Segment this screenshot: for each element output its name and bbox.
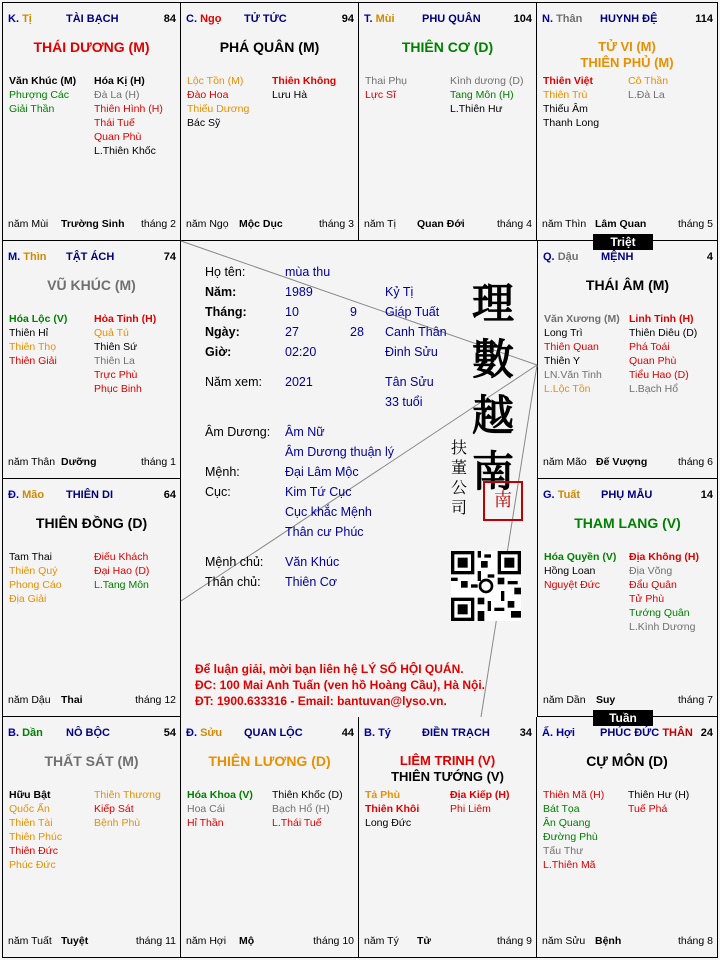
main-star: VŨ KHÚC (M) — [47, 277, 136, 293]
contact-line-2: ĐC: 100 Mai Anh Tuấn (ven hồ Hoàng Cầu), Hà Nội. — [195, 678, 486, 692]
minor-star: Văn Xương (M) — [544, 313, 620, 325]
month-label: Tháng: — [205, 305, 247, 319]
palace-month: tháng 1 — [140, 456, 176, 468]
minor-star: Thiếu Dương — [187, 103, 250, 115]
minor-star: Thiên Trù — [543, 89, 588, 101]
minor-star: Bệnh Phù — [94, 817, 141, 829]
palace-year: năm Sửu — [542, 935, 586, 947]
minor-star: Đại Hao (D) — [94, 565, 150, 577]
palace-stage: Bệnh — [595, 935, 622, 947]
minor-star: Thiên Sứ — [94, 341, 138, 353]
minor-star: Thiên Phúc — [9, 831, 63, 843]
palace-number: 84 — [163, 13, 176, 25]
palace-name: PHÚC ĐỨC THÂN — [600, 727, 693, 739]
palace-year: năm Mão — [543, 456, 587, 468]
palace-year: năm Tý — [364, 935, 399, 947]
palace-name: MỆNH — [601, 251, 634, 263]
minor-star: Đào Hoa — [187, 89, 229, 101]
year-can: Kỷ Tị — [385, 285, 414, 299]
palace-name: PHU QUÂN — [422, 13, 481, 25]
palace-month: tháng 12 — [135, 694, 176, 706]
minor-star: LN.Văn Tinh — [544, 369, 602, 381]
minor-star: L.Tang Môn — [94, 579, 149, 591]
palace-can: G. — [543, 489, 555, 501]
name-label: Họ tên: — [205, 265, 246, 279]
minor-star: Thiên Diêu (D) — [629, 327, 698, 339]
palace-stage: Dưỡng — [61, 456, 97, 468]
palace-can: B. — [364, 727, 375, 739]
minor-star: Thiên Thương — [94, 789, 161, 801]
contact-info — [195, 661, 485, 709]
minor-star: Tiểu Hao (D) — [629, 369, 689, 381]
minor-star: Địa Giải — [9, 593, 47, 605]
center-info — [183, 243, 538, 719]
hour-label: Giờ: — [205, 345, 232, 359]
amduong-note: Âm Dương thuận lý — [285, 445, 394, 459]
minor-star: Hỉ Thần — [187, 817, 224, 829]
minor-star: Cô Thần — [628, 75, 669, 87]
palace-number: 54 — [163, 727, 176, 739]
minor-star: Thiên Quý — [9, 565, 58, 577]
cuc-label: Cục: — [205, 485, 231, 499]
minor-star: Quốc Ấn — [9, 803, 50, 815]
palace-stage: Thai — [61, 694, 83, 706]
day-label: Ngày: — [205, 325, 240, 339]
palace-year: năm Thìn — [542, 218, 587, 230]
horoscope-board — [2, 2, 718, 958]
minor-star: Thiên Không — [272, 75, 337, 87]
minor-star: Hóa Khoa (V) — [187, 789, 253, 801]
day-can: Canh Thân — [385, 325, 447, 339]
minor-star: Thiên Hỉ — [9, 327, 49, 339]
day-value: 27 — [285, 325, 299, 339]
palace-chi: Sửu — [200, 727, 223, 739]
minor-star: Bạch Hổ (H) — [272, 803, 330, 815]
minor-star: Quan Phù — [94, 131, 142, 143]
than-chu-label: Thân chủ: — [205, 575, 261, 589]
palace-month: tháng 7 — [677, 694, 713, 706]
minor-star: Hữu Bật — [9, 789, 51, 801]
than-chu-value: Thiên Cơ — [285, 575, 337, 589]
palace-year: năm Thân — [8, 456, 56, 468]
palace-can: Đ. — [8, 489, 19, 501]
than-cu-note: Thân cư Phúc — [285, 525, 364, 539]
palace-year: năm Dậu — [8, 694, 51, 706]
view-year-value: 2021 — [285, 375, 313, 389]
minor-star: Thiên Khốc (D) — [272, 789, 343, 801]
palace-chi: Tý — [378, 727, 391, 739]
palace-month: tháng 2 — [140, 218, 176, 230]
palace-month: tháng 4 — [496, 218, 532, 230]
minor-star: Phá Toái — [629, 341, 670, 353]
main-star: CỰ MÔN (D) — [586, 753, 668, 769]
palace-chi: Tuất — [557, 489, 581, 501]
palace-stage: Tử — [417, 935, 432, 947]
palace-stage: Tuyệt — [61, 935, 89, 947]
minor-star: Long Đức — [365, 817, 412, 829]
cuc-value: Kim Tứ Cục — [285, 485, 352, 499]
palace-number: 34 — [519, 727, 532, 739]
palace-name: TÀI BẠCH — [66, 13, 119, 25]
palace-stage: Quan Đới — [417, 218, 465, 230]
minor-star: Thiên Tài — [9, 817, 53, 829]
main-star: TỬ VI (M) — [598, 39, 656, 54]
main-star: LIÊM TRINH (V) — [399, 753, 496, 768]
minor-star: L.Thiên Mã — [543, 859, 596, 871]
minor-star: Thiên Quan — [544, 341, 599, 353]
main-star: THAM LANG (V) — [574, 515, 681, 531]
minor-star: Thiên Hư (H) — [628, 789, 690, 801]
than-marker: THÂN — [662, 727, 693, 739]
palace-stage: Lâm Quan — [595, 218, 647, 230]
qr-code-icon[interactable] — [451, 551, 521, 621]
hour-can: Đinh Sửu — [385, 345, 438, 359]
palace-year: năm Ngọ — [186, 218, 229, 230]
name-value: mùa thu — [285, 265, 331, 279]
palace-name: THIÊN DI — [66, 489, 114, 501]
minor-star: Địa Không (H) — [629, 551, 699, 563]
minor-star: Bác Sỹ — [187, 117, 221, 129]
palace-chi: Dần — [22, 727, 43, 739]
minor-star: Địa Kiếp (H) — [450, 789, 510, 801]
palace-month: tháng 9 — [496, 935, 532, 947]
minor-star: L.Đà La — [628, 89, 665, 101]
main-star: THIÊN CƠ (D) — [401, 39, 494, 55]
menh-value: Đại Lâm Mộc — [285, 465, 359, 479]
age-value: 33 tuổi — [385, 395, 423, 409]
palace-can: Ấ. — [542, 727, 553, 739]
contact-line-3[interactable]: ĐT: 1900.633316 - Email: bantuvan@lyso.vn. — [195, 694, 447, 708]
year-value: 1989 — [285, 285, 313, 299]
palace-stage: Trường Sinh — [61, 218, 125, 230]
minor-star: L.Bạch Hổ — [629, 383, 679, 395]
minor-star: Ân Quang — [543, 817, 591, 829]
palace-can: Q. — [543, 251, 555, 263]
minor-star: Hóa Lộc (V) — [9, 313, 68, 325]
minor-star: Linh Tinh (H) — [629, 313, 694, 325]
palace-name: QUAN LỘC — [244, 727, 303, 739]
minor-star: Thiên Việt — [543, 75, 593, 87]
minor-star: Tam Thai — [9, 551, 52, 563]
minor-star: Nguyệt Đức — [544, 579, 601, 591]
minor-star: L.Thiên Hư — [450, 103, 503, 115]
minor-star: Tử Phù — [629, 593, 665, 605]
minor-star: Giải Thần — [9, 103, 55, 115]
palace-number: 44 — [341, 727, 354, 739]
palace-can: B. — [8, 727, 19, 739]
palace-month: tháng 10 — [313, 935, 354, 947]
palace-can: C. — [186, 13, 197, 25]
minor-star: Phúc Đức — [9, 859, 56, 871]
minor-star: Thiên Giải — [9, 355, 57, 367]
minor-star: Quả Tú — [94, 327, 129, 339]
view-year-can: Tân Sửu — [385, 375, 434, 389]
minor-star: Lộc Tồn (M) — [187, 75, 244, 87]
minor-star: Thiên Đức — [9, 845, 59, 857]
minor-star: Thiếu Âm — [543, 103, 588, 115]
palace-can: M. — [8, 251, 21, 263]
palace-month: tháng 8 — [677, 935, 713, 947]
palace-chi: Thân — [556, 13, 583, 25]
menh-chu-value: Văn Khúc — [285, 555, 340, 569]
minor-star: Phi Liêm — [450, 803, 491, 815]
month-lunar: 9 — [350, 305, 357, 319]
palace-year: năm Dần — [543, 694, 586, 706]
tuan-tag: Tuần — [593, 710, 653, 726]
minor-star: Bát Tọa — [543, 803, 580, 815]
main-star: THẤT SÁT (M) — [44, 753, 139, 769]
year-label: Năm: — [205, 285, 237, 299]
minor-star: Phượng Các — [9, 89, 70, 101]
minor-star: Tang Môn (H) — [450, 89, 514, 101]
minor-star: Thiên Mã (H) — [543, 789, 605, 801]
palace-month: tháng 3 — [318, 218, 354, 230]
palace-name: PHỤ MẪU — [601, 489, 653, 501]
palace-name: TỬ TỨC — [244, 13, 287, 25]
minor-star: Địa Võng — [629, 565, 673, 577]
minor-star: Tấu Thư — [543, 845, 584, 857]
minor-star: L.Kình Dương — [629, 621, 696, 633]
minor-star: Quan Phù — [629, 355, 677, 367]
palace-stage: Mộc Dục — [239, 218, 283, 230]
palace-chi: Thìn — [23, 251, 47, 263]
palace-can: N. — [542, 13, 553, 25]
view-year-label: Năm xem: — [205, 375, 262, 389]
palace-can: Đ. — [186, 727, 197, 739]
palace-stage: Đế Vượng — [596, 456, 648, 468]
palace-year: năm Tuất — [8, 935, 52, 947]
palace-number: 64 — [163, 489, 176, 501]
palace-number: 94 — [341, 13, 354, 25]
minor-star: Hóa Kị (H) — [94, 75, 145, 87]
menh-label: Mệnh: — [205, 465, 240, 479]
palace-month: tháng 5 — [677, 218, 713, 230]
minor-star: Kiếp Sát — [94, 803, 134, 815]
palace-chi: Tị — [22, 13, 32, 25]
palace-year: năm Tị — [364, 218, 396, 230]
palace-name: ĐIỀN TRẠCH — [422, 727, 490, 739]
minor-star: Văn Khúc (M) — [9, 75, 77, 87]
calligraphy-logo: 理數越南 — [471, 279, 514, 496]
palace-number: 74 — [163, 251, 176, 263]
minor-star: Thiên Hình (H) — [94, 103, 163, 115]
minor-star: Hóa Quyền (V) — [544, 551, 617, 563]
main-star: THÁI DƯƠNG (M) — [33, 39, 150, 55]
amduong-label: Âm Dương: — [205, 425, 271, 439]
minor-star: Thiên Y — [544, 355, 580, 367]
palace-number: 114 — [695, 13, 713, 25]
calligraphy-company: 扶董公司 — [451, 438, 468, 517]
minor-star: Phục Binh — [94, 383, 142, 395]
palace-stage: Mộ — [239, 935, 255, 947]
minor-star: Hoa Cái — [187, 803, 225, 815]
contact-line-1: Để luận giải, mời bạn liên hệ LÝ SỐ HỘI QUÁN. — [195, 662, 464, 676]
minor-star: L.Thái Tuế — [272, 817, 322, 829]
palace-can: T. — [364, 13, 373, 25]
palace-name: HUYNH ĐỆ — [600, 13, 658, 25]
palace-can: K. — [8, 13, 19, 25]
main-star: THIÊN LƯƠNG (D) — [208, 753, 331, 769]
main-star: THÁI ÂM (M) — [585, 277, 670, 293]
minor-star: Thiên La — [94, 355, 135, 367]
minor-star: Phong Cáo — [9, 579, 62, 591]
palace-chi: Ngọ — [200, 13, 222, 25]
palace-stage: Suy — [596, 694, 616, 706]
palace-year: năm Hợi — [186, 935, 227, 947]
palace-chi: Mão — [22, 489, 45, 501]
minor-star: Tướng Quân — [629, 607, 690, 619]
palace-number: 24 — [700, 727, 713, 739]
minor-star: Thái Tuế — [94, 117, 135, 129]
palace-name: TẬT ÁCH — [66, 251, 115, 263]
palace-chi: Hợi — [556, 727, 575, 739]
minor-star: Kình dương (D) — [450, 75, 524, 87]
palace-name: NÔ BỘC — [66, 727, 110, 739]
main-star: PHÁ QUÂN (M) — [219, 39, 320, 55]
amduong-value: Âm Nữ — [285, 425, 325, 439]
palace-number: 104 — [513, 13, 532, 25]
minor-star: Đường Phù — [543, 831, 598, 843]
minor-star: Tả Phù — [365, 789, 401, 801]
minor-star: Trực Phù — [94, 369, 138, 381]
minor-star: Hồng Loan — [544, 565, 596, 577]
minor-star: Đẩu Quân — [629, 579, 677, 591]
cuc-note: Cục khắc Mệnh — [285, 505, 372, 519]
minor-star: Lưu Hà — [272, 89, 308, 101]
palace-month: tháng 6 — [677, 456, 713, 468]
minor-star: Tuế Phá — [628, 803, 668, 815]
month-can: Giáp Tuất — [385, 305, 440, 319]
day-lunar: 28 — [350, 325, 364, 339]
month-value: 10 — [285, 305, 299, 319]
hour-value: 02:20 — [285, 345, 317, 359]
minor-star: L.Thiên Khốc — [94, 145, 156, 157]
palace-number: 14 — [700, 489, 713, 501]
minor-star: L.Lộc Tồn — [544, 383, 591, 395]
main-star: THIÊN PHỦ (M) — [580, 55, 674, 70]
red-seal-stamp: 南 — [483, 481, 523, 521]
minor-star: Thai Phụ — [365, 75, 408, 87]
minor-star: Đà La (H) — [94, 89, 140, 101]
triet-tag: Triệt — [593, 234, 653, 250]
minor-star: Hỏa Tinh (H) — [94, 313, 157, 325]
main-star: THIÊN ĐỒNG (D) — [35, 515, 148, 531]
main-star: THIÊN TƯỚNG (V) — [391, 769, 504, 784]
minor-star: Lực Sĩ — [365, 89, 396, 101]
minor-star: Thiên Thọ — [9, 341, 57, 353]
menh-chu-label: Mệnh chủ: — [205, 555, 264, 569]
palace-month: tháng 11 — [135, 935, 176, 947]
palace-number: 4 — [706, 251, 713, 263]
palace-chi: Mùi — [375, 13, 395, 25]
palace-year: năm Mùi — [8, 218, 49, 230]
minor-star: Điếu Khách — [94, 551, 149, 563]
minor-star: Long Trì — [544, 327, 583, 339]
minor-star: Thiên Khôi — [365, 803, 420, 815]
palace-chi: Dậu — [557, 251, 579, 263]
minor-star: Thanh Long — [543, 117, 600, 129]
